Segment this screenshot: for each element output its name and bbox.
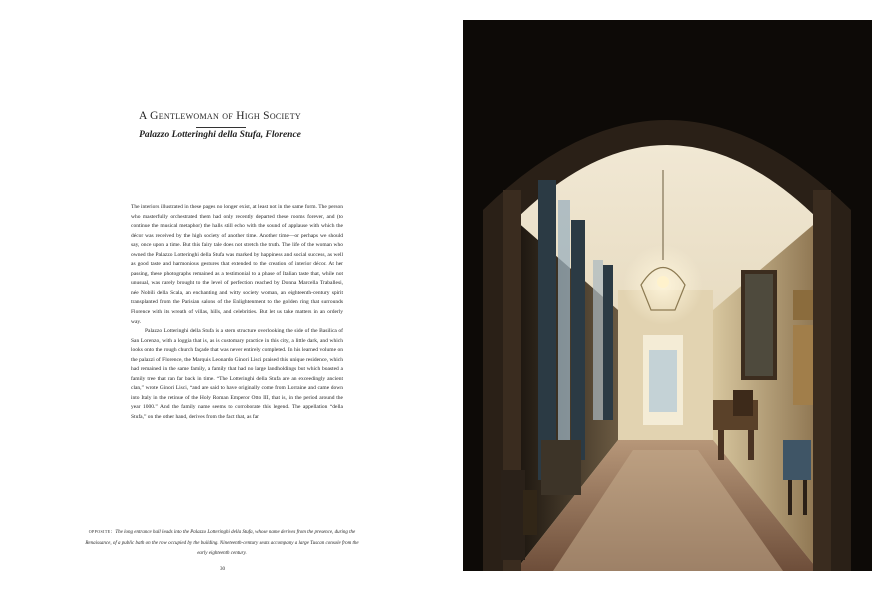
chapter-subtitle: Palazzo Lotteringhi della Stufa, Florence — [139, 130, 301, 140]
body-text — [131, 203, 343, 423]
page-number: 30 — [220, 567, 225, 572]
entrance-hall-photograph — [463, 20, 872, 571]
caption-label: opposite: — [88, 530, 113, 535]
body-paragraph: The interiors illustrated in these pages no longer exist, at least not in the same form. The person who masterfully orchestrated them had only recently departed these rooms forever, and (to continue the musical metaphor) the halls still echo with the sound of applause with which the décor was received by the high society of another time. Another time—or perhaps we should say, once upon a time. But this fairy tale does not stretch the truth. The life of the woman who owned the Palazzo Lotteringhi della Stufa was marked by happiness and social success, as well as good taste and harmonious gestures that extended to the creation of interior décor. At her passing, these photographs remained as a testimonial to a phase of Italian taste that, while not unusual, was rarely brought to the level of perfection reached by Donna Marcella Traballesi, née Nobili della Scala, an enchanting and witty society woman, an eighteenth-century spirit transplanted from the Parisian salons of the Enlightenment to the golden ring that surrounds Florence with its wreath of villas, hills, and celebrities. But let us take matters in an orderly way. — [131, 204, 343, 325]
photo-caption — [84, 528, 360, 560]
title-divider — [196, 127, 246, 128]
photo-illustration — [463, 20, 872, 571]
body-paragraph: Palazzo Lotteringhi della Stufa is a stern structure overlooking the side of the Basilica of San Lorenzo, with a loggia that is, as is customary practice in this city, a little dark, and which looks onto the rough church façade that was never entirely completed. In his learned volume on the palazzi of Florence, the Marquis Leonardo Ginori Lisci praised this unique residence, which had remained in the same family, a family that had no large landholdings but which boasted a family tree that ran far back in time. “The Lotteringhi della Stufa are an exceedingly ancient clan,” wrote Ginori Lisci, “and are said to have originally come from Lorraine and came down into Italy in the retinue of the Holy Roman Emperor Otto III, that is, in the period around the year 1000.” And the family name seems to corroborate this legend. The appellation “della Stufa,” on the other hand, derives from the fact that, as far — [131, 328, 343, 421]
caption-text: The long entrance hall leads into the Palazzo Lotteringhi della Stufa, whose name derives from the presence, during the Renaissance, of a public bath on the row occupied by the building. Nineteenth-century seats accompany a large Tuscan console from the early eighteenth century. — [85, 530, 359, 556]
chapter-title: A Gentlewoman of High Society — [139, 110, 301, 122]
